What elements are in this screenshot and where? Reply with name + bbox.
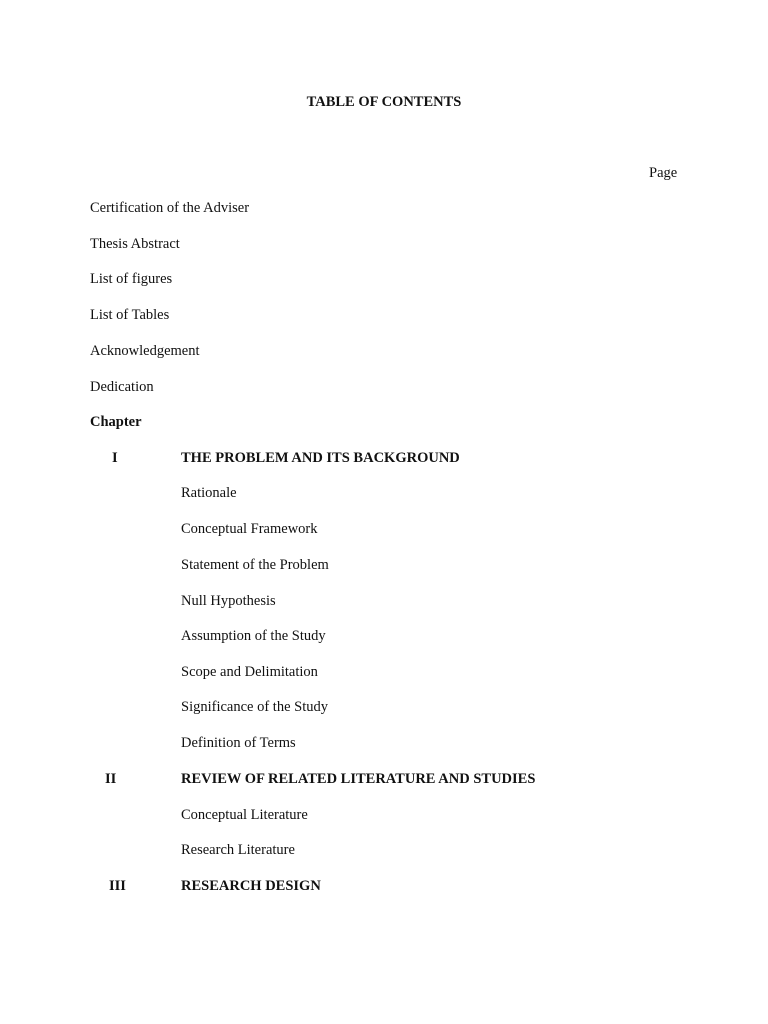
toc-entry: List of figures bbox=[90, 271, 173, 287]
toc-entry: Certification of the Adviser bbox=[90, 200, 250, 216]
chapter-number: III bbox=[109, 878, 126, 894]
toc-section: Null Hypothesis bbox=[181, 593, 276, 609]
toc-section: Scope and Delimitation bbox=[181, 664, 318, 680]
toc-section: Rationale bbox=[181, 485, 237, 501]
toc-section: Statement of the Problem bbox=[181, 557, 329, 573]
page-title: TABLE OF CONTENTS bbox=[306, 94, 462, 110]
toc-section: Significance of the Study bbox=[181, 699, 328, 715]
toc-section: Assumption of the Study bbox=[181, 628, 326, 644]
page-column-label: Page bbox=[649, 165, 678, 181]
chapter-heading: Chapter bbox=[90, 414, 142, 430]
chapter-title: REVIEW OF RELATED LITERATURE AND STUDIES bbox=[181, 771, 536, 787]
chapter-title: THE PROBLEM AND ITS BACKGROUND bbox=[181, 450, 460, 466]
chapter-number: II bbox=[105, 771, 117, 787]
toc-section: Definition of Terms bbox=[181, 735, 296, 751]
toc-entry: Acknowledgement bbox=[90, 343, 200, 359]
toc-section: Conceptual Framework bbox=[181, 521, 318, 537]
toc-section: Research Literature bbox=[181, 842, 295, 858]
chapter-title: RESEARCH DESIGN bbox=[181, 878, 321, 894]
toc-section: Conceptual Literature bbox=[181, 807, 308, 823]
chapter-number: I bbox=[112, 450, 118, 466]
toc-entry: Thesis Abstract bbox=[90, 236, 180, 252]
toc-entry: List of Tables bbox=[90, 307, 170, 323]
toc-entry: Dedication bbox=[90, 379, 154, 395]
